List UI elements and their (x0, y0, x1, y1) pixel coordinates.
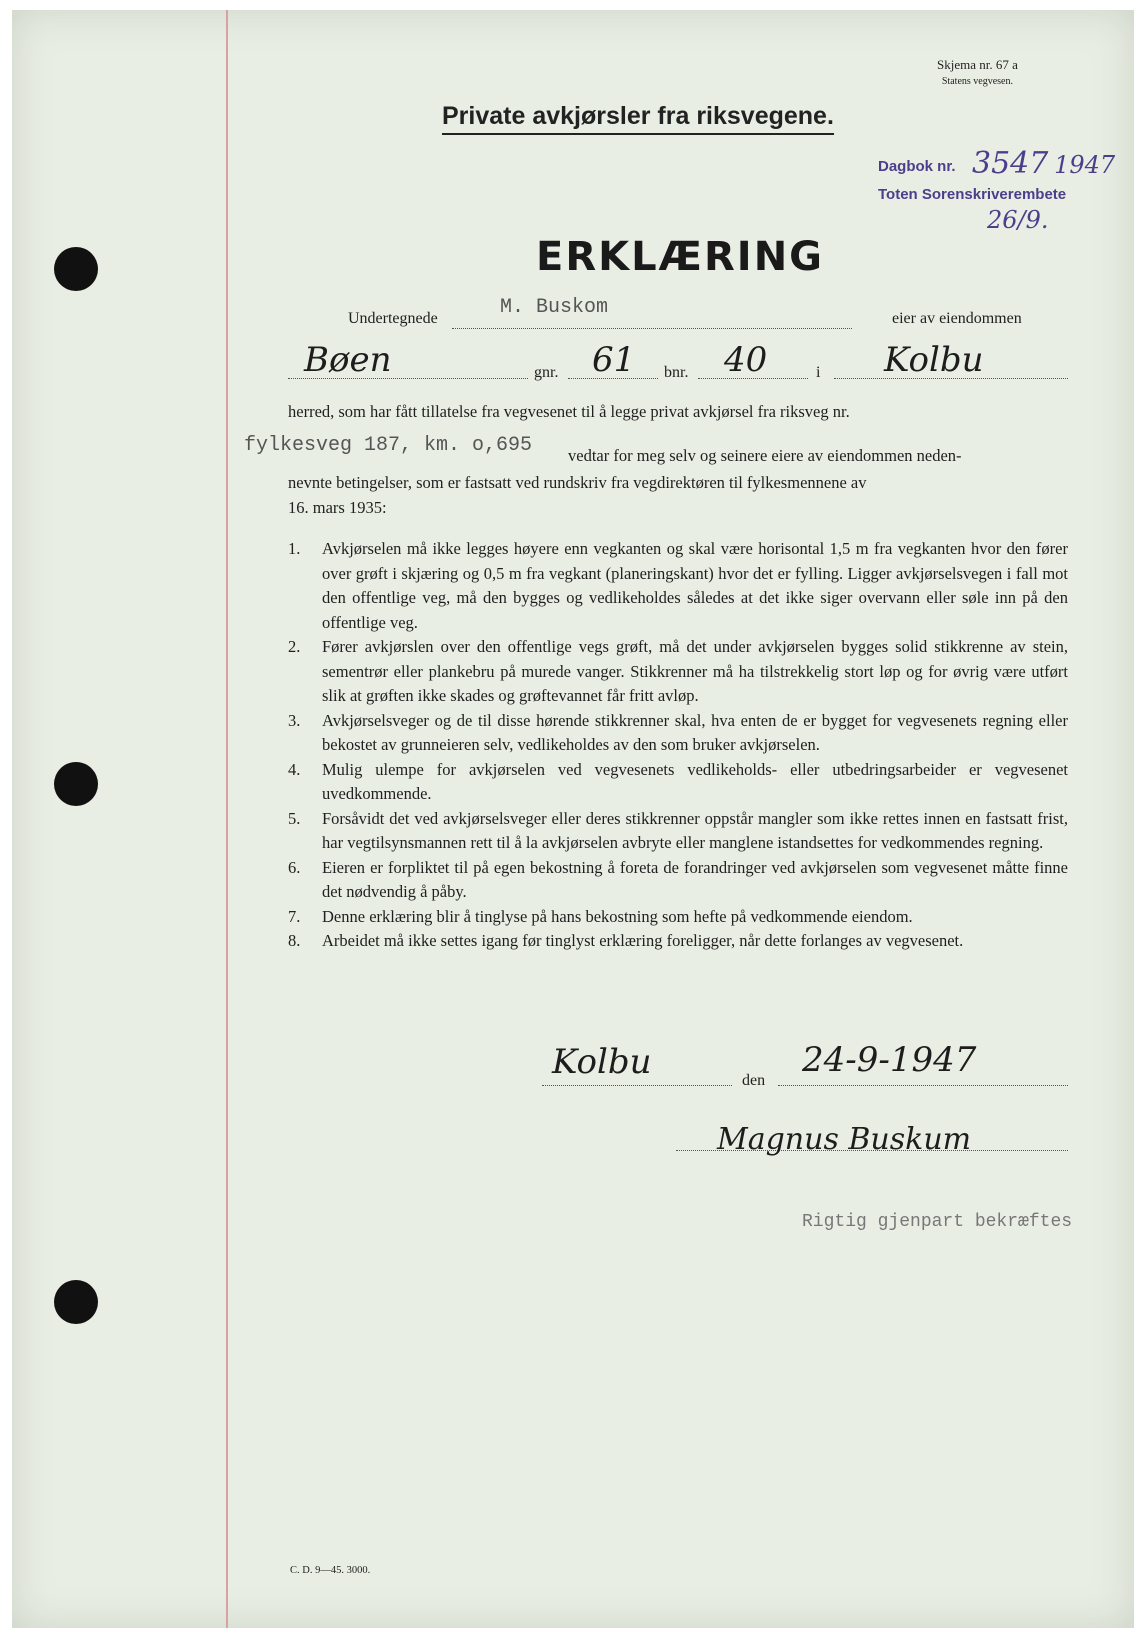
form-number (937, 56, 1018, 90)
dotted-line (452, 328, 852, 329)
road-typed: fylkesveg 187, km. o,695 (244, 434, 533, 457)
condition-number: 6. (288, 857, 301, 877)
condition-number: 5. (288, 808, 301, 828)
signature-place: Kolbu (552, 1042, 652, 1082)
condition-text: Denne erklæring blir å tinglyse på hans bekostning som hefte på vedkommende eiendom. (322, 906, 913, 926)
condition-text: Eieren er forpliktet til på egen bekostning å foreta de forandringer ved avkjørselen som vegvesenet måtte finne det nødvendig å påby. (322, 857, 1068, 901)
condition-number: 7. (288, 906, 301, 926)
gnr-value: 61 (592, 340, 636, 380)
copy-note: Rigtig gjenpart bekræftes (802, 1212, 1073, 1232)
signature-name: Magnus Buskum (717, 1122, 972, 1157)
agency-text: Statens vegvesen. (941, 76, 1013, 87)
stamp-year: 1947 (1054, 151, 1116, 179)
condition-text: Forsåvidt det ved avkjørselsveger eller deres stikkrenner oppstår mangler som ikke rettes innen en fastsatt frist, har vegtilsynsmannen rett til å la avkjørselen avbryte eller manglene istandsettes for vedkommendes regning. (322, 808, 1068, 852)
stamp-number (972, 146, 1115, 181)
condition-number: 2. (288, 637, 301, 656)
punch-hole (54, 1280, 98, 1324)
owner-label: eier av eiendommen (892, 310, 1022, 327)
page-heading: ERKLÆRING (536, 234, 824, 280)
stamp-number-value: 3547 (972, 146, 1049, 181)
undersigned-label: Undertegnede (348, 310, 438, 327)
condition-text: Arbeidet må ikke settes igang før tinglyst erklæring foreligger, når dette forlanges av vegvesenet. (322, 931, 964, 950)
condition-item (288, 537, 1068, 635)
i-label: i (816, 364, 821, 381)
den-label: den (742, 1072, 766, 1089)
bnr-label: bnr. (664, 364, 689, 381)
margin-line (226, 10, 228, 1628)
condition-item (288, 635, 1068, 709)
municipality: Kolbu (884, 340, 984, 380)
dotted-line (542, 1085, 732, 1086)
condition-item (288, 856, 1068, 905)
condition-text: Avkjørselen må ikke legges høyere enn vegkanten og skal være horisontal 1,5 m fra vegkanten hvor den fører over grøft i skjæring og 0,5 m fra vegkant (planeringskant) hvor det er fylling. Ligger avkjørselsvegen i fall mot den offentlige veg, må den bygges og vedlikeholdes således at det ikke siger overvann eller søle inn på den offentlige veg. (322, 539, 1068, 632)
condition-text: Avkjørselsveger og de til disse hørende stikkrenner skal, hva enten de er bygget for vegvesenets regning eller bekostet av grunneieren selv, vedlikeholdes av den som bruker avkjørselen. (322, 710, 1068, 754)
intro-text-1: vedtar for meg selv og seinere eiere av eiendommen neden- (568, 446, 962, 465)
gnr-label: gnr. (534, 364, 559, 381)
punch-hole (54, 247, 98, 291)
intro-text-2: nevnte betingelser, som er fastsatt ved rundskriv fra vegdirektøren til fylkesmennene av (288, 473, 867, 492)
stamp-date: 26/9. (987, 206, 1049, 234)
condition-number: 1. (288, 539, 301, 558)
dotted-line (778, 1085, 1068, 1086)
condition-item (288, 905, 1068, 930)
bnr-value: 40 (724, 340, 768, 380)
signature-date: 24-9-1947 (802, 1040, 977, 1080)
footer-code: C. D. 9—45. 3000. (290, 1565, 371, 1576)
intro-text-3: 16. mars 1935: (288, 498, 387, 517)
form-number-text: Skjema nr. 67 a (937, 57, 1018, 72)
punch-hole (54, 762, 98, 806)
condition-item (288, 758, 1068, 807)
undersigned-name: M. Buskom (500, 296, 609, 319)
condition-item (288, 929, 1068, 954)
condition-item (288, 807, 1068, 856)
condition-text: Fører avkjørslen over den offentlige vegs grøft, må det under avkjørselen bygges solid stikkrenne av stein, sementrør eller plankebru på murede vanger. Stikkrenner må ha tilstrekkelig stort løp og for øvrig være utført slik at grøften ikke skades og grøftevannet får fritt avløp. (322, 637, 1068, 705)
property-name: Bøen (304, 340, 392, 380)
condition-number: 4. (288, 759, 301, 779)
stamp-office: Toten Sorenskriverembete (878, 186, 1067, 203)
conditions-list (288, 537, 1068, 954)
condition-number: 8. (288, 931, 301, 950)
condition-item (288, 709, 1068, 758)
document-page (12, 10, 1134, 1628)
condition-text: Mulig ulempe for avkjørselen ved vegvesenets vedlikeholds- eller utbedringsarbeider er vegvesenet uvedkommende. (322, 759, 1068, 803)
document-title: Private avkjørsler fra riksvegene. (442, 102, 834, 135)
condition-number: 3. (288, 710, 301, 730)
stamp-label: Dagbok nr. (878, 158, 956, 175)
permission-text: herred, som har fått tillatelse fra vegvesenet til å legge privat avkjørsel fra riksveg nr. (288, 402, 850, 421)
